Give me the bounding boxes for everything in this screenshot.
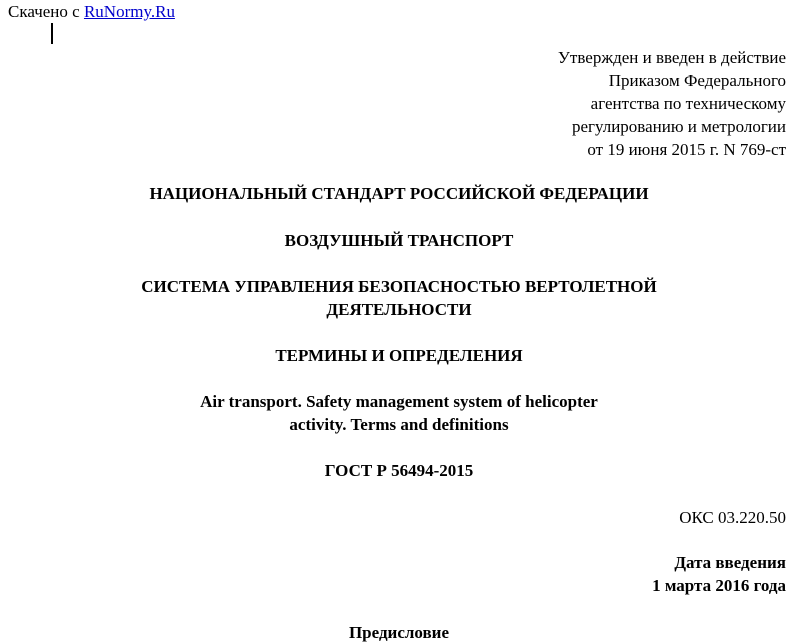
gost-code: ГОСТ Р 56494-2015: [324, 461, 474, 480]
english-line: Air transport. Safety management system of helicopter: [200, 392, 598, 411]
approval-block: [558, 46, 786, 161]
oks-code: ОКС 03.220.50: [679, 508, 786, 527]
intro-date-label: Дата введения: [674, 553, 786, 572]
title-line: ДЕЯТЕЛЬНОСТИ: [326, 300, 472, 319]
foreword-heading: Предисловие: [348, 623, 450, 642]
runormy-link[interactable]: RuNormy.Ru: [83, 2, 175, 21]
source-prefix: Скачено с: [8, 2, 80, 21]
subtitle-heading: ТЕРМИНЫ И ОПРЕДЕЛЕНИЯ: [275, 346, 523, 365]
document-title: [0, 275, 790, 321]
approval-line: регулированию и метрологии: [571, 117, 786, 136]
title-line: СИСТЕМА УПРАВЛЕНИЯ БЕЗОПАСНОСТЬЮ ВЕРТОЛЕТНОЙ: [141, 277, 657, 296]
intro-date-block: [652, 551, 786, 597]
english-title: [0, 390, 790, 436]
approval-line: агентства по техническому: [590, 94, 786, 113]
intro-date-value: 1 марта 2016 года: [652, 576, 786, 595]
approval-line: Утвержден и введен в действие: [557, 48, 786, 67]
standard-heading: НАЦИОНАЛЬНЫЙ СТАНДАРТ РОССИЙСКОЙ ФЕДЕРАЦИИ: [149, 184, 649, 203]
subject-heading: ВОЗДУШНЫЙ ТРАНСПОРТ: [284, 231, 514, 250]
english-line: activity. Terms and definitions: [289, 415, 509, 434]
approval-line: Приказом Федерального: [608, 71, 786, 90]
approval-line: от 19 июня 2015 г. N 769-ст: [587, 140, 786, 159]
text-cursor: [51, 23, 53, 44]
source-line: [8, 2, 175, 22]
